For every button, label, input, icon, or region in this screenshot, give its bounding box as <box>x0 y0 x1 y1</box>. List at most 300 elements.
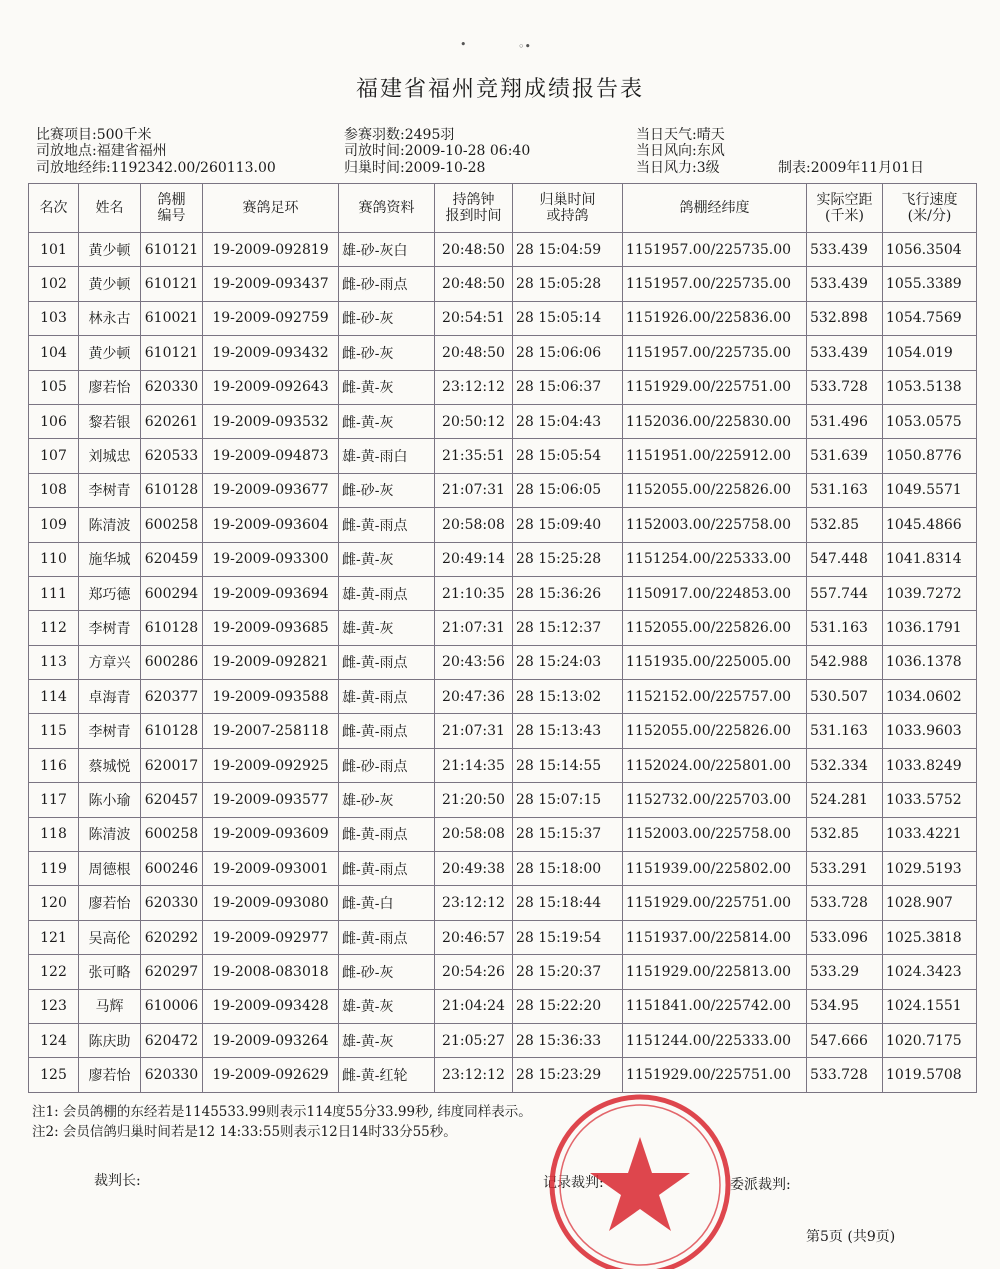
speed-cell: 1049.5571 <box>883 473 977 507</box>
rank-cell: 123 <box>29 989 79 1023</box>
wind-force-label: 当日风力: <box>636 160 697 176</box>
distance-cell: 533.291 <box>807 852 883 886</box>
bird-info-cell: 雌-黄-雨点 <box>339 852 435 886</box>
assigned-judge-label: 委派裁判: <box>730 1177 791 1193</box>
wind-dir-label: 当日风向: <box>636 143 697 159</box>
ring-cell: 19-2009-093080 <box>203 886 339 920</box>
name-cell: 廖若怡 <box>79 1058 141 1092</box>
name-cell: 马辉 <box>79 989 141 1023</box>
loft-id-cell: 620330 <box>141 370 203 404</box>
rank-cell: 103 <box>29 301 79 335</box>
distance-cell: 533.728 <box>807 886 883 920</box>
loft-id-cell: 610128 <box>141 714 203 748</box>
loft-coord-cell: 1151935.00/225005.00 <box>623 645 807 679</box>
bird-info-cell: 雌-砂-灰 <box>339 473 435 507</box>
loft-id-cell: 620533 <box>141 439 203 473</box>
loft-id-cell: 600286 <box>141 645 203 679</box>
column-header: 姓名 <box>79 184 141 233</box>
loft-id-cell: 620330 <box>141 1058 203 1092</box>
rank-cell: 112 <box>29 611 79 645</box>
ring-cell: 19-2008-083018 <box>203 955 339 989</box>
name-cell: 陈庆助 <box>79 1023 141 1057</box>
name-cell: 廖若怡 <box>79 370 141 404</box>
table-row <box>29 473 977 507</box>
clock-time-cell: 21:14:35 <box>435 748 513 782</box>
table-row <box>29 714 977 748</box>
rank-cell: 115 <box>29 714 79 748</box>
name-cell: 陈小瑜 <box>79 783 141 817</box>
clock-time-cell: 21:07:31 <box>435 611 513 645</box>
speed-cell: 1039.7272 <box>883 576 977 610</box>
bird-info-cell: 雄-砂-灰 <box>339 783 435 817</box>
distance-cell: 533.728 <box>807 1058 883 1092</box>
table-row <box>29 1023 977 1057</box>
loft-coord-cell: 1151929.00/225751.00 <box>623 886 807 920</box>
bird-info-cell: 雌-砂-雨点 <box>339 267 435 301</box>
bird-info-cell: 雄-黄-雨点 <box>339 680 435 714</box>
entries-label: 参赛羽数: <box>344 127 405 143</box>
distance-cell: 531.163 <box>807 473 883 507</box>
arrival-time-cell: 28 15:18:00 <box>513 852 623 886</box>
rank-cell: 124 <box>29 1023 79 1057</box>
bird-info-cell: 雄-砂-灰白 <box>339 233 435 267</box>
clock-time-cell: 20:54:26 <box>435 955 513 989</box>
loft-id-cell: 610128 <box>141 473 203 507</box>
name-cell: 林永古 <box>79 301 141 335</box>
clock-time-cell: 21:04:24 <box>435 989 513 1023</box>
table-row <box>29 920 977 954</box>
distance-cell: 530.507 <box>807 680 883 714</box>
distance-cell: 533.439 <box>807 233 883 267</box>
name-cell: 廖若怡 <box>79 886 141 920</box>
bird-info-cell: 雄-黄-雨白 <box>339 439 435 473</box>
ring-cell: 19-2009-092643 <box>203 370 339 404</box>
clock-time-cell: 23:12:12 <box>435 886 513 920</box>
column-header: 归巢时间 或持鸽 <box>513 184 623 233</box>
loft-id-cell: 620459 <box>141 542 203 576</box>
ring-cell: 19-2009-093437 <box>203 267 339 301</box>
table-row <box>29 336 977 370</box>
loft-coord-cell: 1151244.00/225333.00 <box>623 1023 807 1057</box>
loft-coord-cell: 1151951.00/225912.00 <box>623 439 807 473</box>
clock-time-cell: 21:10:35 <box>435 576 513 610</box>
clock-time-cell: 20:58:08 <box>435 508 513 542</box>
ring-cell: 19-2009-093428 <box>203 989 339 1023</box>
ring-cell: 19-2009-093300 <box>203 542 339 576</box>
made-value: 2009年11月01日 <box>810 160 924 176</box>
loft-id-cell: 620472 <box>141 1023 203 1057</box>
made-date-line <box>778 157 924 177</box>
loft-coord-cell: 1151841.00/225742.00 <box>623 989 807 1023</box>
rank-cell: 110 <box>29 542 79 576</box>
speed-cell: 1033.5752 <box>883 783 977 817</box>
loft-coord-cell: 1151939.00/225802.00 <box>623 852 807 886</box>
distance-cell: 533.29 <box>807 955 883 989</box>
scan-mark: ◦• <box>518 40 531 53</box>
ring-cell: 19-2009-092759 <box>203 301 339 335</box>
speed-cell: 1033.4221 <box>883 817 977 851</box>
return-time-line <box>344 157 485 177</box>
made-label: 制表: <box>778 160 811 176</box>
note-2: 注2: 会员信鸽归巢时间若是12 14:33:55则表示12日14时33分55秒。 <box>32 1124 457 1140</box>
arrival-time-cell: 28 15:14:55 <box>513 748 623 782</box>
speed-cell: 1055.3389 <box>883 267 977 301</box>
rank-cell: 117 <box>29 783 79 817</box>
wind-dir-value: 东风 <box>696 143 725 159</box>
page-title: 福建省福州竞翔成绩报告表 <box>355 77 644 102</box>
loft-coord-cell: 1152732.00/225703.00 <box>623 783 807 817</box>
rank-cell: 107 <box>29 439 79 473</box>
bird-info-cell: 雌-黄-白 <box>339 886 435 920</box>
arrival-time-cell: 28 15:22:20 <box>513 989 623 1023</box>
loft-id-cell: 600246 <box>141 852 203 886</box>
speed-cell: 1024.1551 <box>883 989 977 1023</box>
distance-cell: 532.334 <box>807 748 883 782</box>
speed-cell: 1053.0575 <box>883 404 977 438</box>
arrival-time-cell: 28 15:36:33 <box>513 1023 623 1057</box>
speed-cell: 1033.8249 <box>883 748 977 782</box>
loft-id-cell: 610006 <box>141 989 203 1023</box>
ring-cell: 19-2009-093604 <box>203 508 339 542</box>
bird-info-cell: 雌-黄-灰 <box>339 370 435 404</box>
arrival-time-cell: 28 15:05:14 <box>513 301 623 335</box>
loft-coord-cell: 1152024.00/225801.00 <box>623 748 807 782</box>
loft-coord-cell: 1151929.00/225813.00 <box>623 955 807 989</box>
weather-value: 晴天 <box>696 127 725 143</box>
bird-info-cell: 雄-黄-灰 <box>339 989 435 1023</box>
release-time-value: 2009-10-28 06:40 <box>404 143 531 159</box>
name-cell: 周德根 <box>79 852 141 886</box>
ring-cell: 19-2009-092819 <box>203 233 339 267</box>
column-header: 鸽棚经纬度 <box>623 184 807 233</box>
column-header: 鸽棚 编号 <box>141 184 203 233</box>
loft-coord-cell: 1152003.00/225758.00 <box>623 508 807 542</box>
clock-time-cell: 20:49:14 <box>435 542 513 576</box>
loft-coord-cell: 1151937.00/225814.00 <box>623 920 807 954</box>
arrival-time-cell: 28 15:25:28 <box>513 542 623 576</box>
loft-id-cell: 610121 <box>141 336 203 370</box>
arrival-time-cell: 28 15:07:15 <box>513 783 623 817</box>
name-cell: 蔡城悦 <box>79 748 141 782</box>
table-row <box>29 508 977 542</box>
bird-info-cell: 雌-黄-灰 <box>339 404 435 438</box>
clock-time-cell: 20:50:12 <box>435 404 513 438</box>
distance-cell: 542.988 <box>807 645 883 679</box>
distance-cell: 534.95 <box>807 989 883 1023</box>
arrival-time-cell: 28 15:04:43 <box>513 404 623 438</box>
ring-cell: 19-2009-093001 <box>203 852 339 886</box>
ring-cell: 19-2009-092629 <box>203 1058 339 1092</box>
ring-cell: 19-2009-092925 <box>203 748 339 782</box>
name-cell: 黄少顿 <box>79 336 141 370</box>
table-row <box>29 817 977 851</box>
arrival-time-cell: 28 15:23:29 <box>513 1058 623 1092</box>
speed-cell: 1050.8776 <box>883 439 977 473</box>
release-coord-label: 司放地经纬: <box>36 160 111 176</box>
clock-time-cell: 20:48:50 <box>435 336 513 370</box>
speed-cell: 1029.5193 <box>883 852 977 886</box>
bird-info-cell: 雄-黄-雨点 <box>339 576 435 610</box>
distance-cell: 532.85 <box>807 508 883 542</box>
loft-coord-cell: 1152055.00/225826.00 <box>623 473 807 507</box>
loft-id-cell: 620261 <box>141 404 203 438</box>
distance-cell: 533.439 <box>807 267 883 301</box>
column-header: 赛鸽足环 <box>203 184 339 233</box>
name-cell: 黄少顿 <box>79 267 141 301</box>
clock-time-cell: 20:54:51 <box>435 301 513 335</box>
distance-cell: 524.281 <box>807 783 883 817</box>
loft-coord-cell: 1151957.00/225735.00 <box>623 336 807 370</box>
clock-time-cell: 20:46:57 <box>435 920 513 954</box>
ring-cell: 19-2009-093432 <box>203 336 339 370</box>
table-row <box>29 783 977 817</box>
clock-time-cell: 21:07:31 <box>435 714 513 748</box>
name-cell: 郑巧德 <box>79 576 141 610</box>
ring-cell: 19-2009-093532 <box>203 404 339 438</box>
speed-cell: 1033.9603 <box>883 714 977 748</box>
release-time-label: 司放时间: <box>344 143 405 159</box>
distance-cell: 532.898 <box>807 301 883 335</box>
arrival-time-cell: 28 15:09:40 <box>513 508 623 542</box>
distance-cell: 531.496 <box>807 404 883 438</box>
table-row <box>29 301 977 335</box>
clock-time-cell: 20:47:36 <box>435 680 513 714</box>
rank-cell: 104 <box>29 336 79 370</box>
table-row <box>29 404 977 438</box>
arrival-time-cell: 28 15:20:37 <box>513 955 623 989</box>
arrival-time-cell: 28 15:36:26 <box>513 576 623 610</box>
rank-cell: 114 <box>29 680 79 714</box>
ring-cell: 19-2009-093588 <box>203 680 339 714</box>
loft-id-cell: 600258 <box>141 817 203 851</box>
rank-cell: 102 <box>29 267 79 301</box>
ring-cell: 19-2007-258118 <box>203 714 339 748</box>
clock-time-cell: 20:43:56 <box>435 645 513 679</box>
speed-cell: 1054.019 <box>883 336 977 370</box>
loft-coord-cell: 1151926.00/225836.00 <box>623 301 807 335</box>
column-header: 赛鸽资料 <box>339 184 435 233</box>
distance-cell: 533.728 <box>807 370 883 404</box>
arrival-time-cell: 28 15:06:37 <box>513 370 623 404</box>
rank-cell: 125 <box>29 1058 79 1092</box>
red-seal-stamp <box>540 1085 740 1269</box>
table-row <box>29 542 977 576</box>
table-row <box>29 611 977 645</box>
table-row <box>29 267 977 301</box>
arrival-time-cell: 28 15:15:37 <box>513 817 623 851</box>
loft-coord-cell: 1151957.00/225735.00 <box>623 233 807 267</box>
ring-cell: 19-2009-093577 <box>203 783 339 817</box>
bird-info-cell: 雌-砂-灰 <box>339 955 435 989</box>
loft-coord-cell: 1151929.00/225751.00 <box>623 1058 807 1092</box>
speed-cell: 1034.0602 <box>883 680 977 714</box>
ring-cell: 19-2009-092977 <box>203 920 339 954</box>
rank-cell: 118 <box>29 817 79 851</box>
arrival-time-cell: 28 15:13:43 <box>513 714 623 748</box>
bird-info-cell: 雌-黄-雨点 <box>339 920 435 954</box>
bird-info-cell: 雌-黄-灰 <box>339 542 435 576</box>
loft-id-cell: 610121 <box>141 267 203 301</box>
rank-cell: 105 <box>29 370 79 404</box>
column-header: 持鸽钟 报到时间 <box>435 184 513 233</box>
bird-info-cell: 雌-黄-雨点 <box>339 714 435 748</box>
return-time-value: 2009-10-28 <box>404 160 486 176</box>
loft-id-cell: 620330 <box>141 886 203 920</box>
loft-coord-cell: 1150917.00/224853.00 <box>623 576 807 610</box>
return-time-label: 归巢时间: <box>344 160 405 176</box>
speed-cell: 1053.5138 <box>883 370 977 404</box>
table-row <box>29 886 977 920</box>
speed-cell: 1041.8314 <box>883 542 977 576</box>
loft-id-cell: 610128 <box>141 611 203 645</box>
distance-cell: 533.439 <box>807 336 883 370</box>
loft-id-cell: 620017 <box>141 748 203 782</box>
loft-coord-cell: 1152003.00/225758.00 <box>623 817 807 851</box>
speed-cell: 1025.3818 <box>883 920 977 954</box>
speed-cell: 1045.4866 <box>883 508 977 542</box>
loft-id-cell: 620377 <box>141 680 203 714</box>
loft-id-cell: 600258 <box>141 508 203 542</box>
event-value: 500千米 <box>96 127 152 143</box>
release-coord-value: 1192342.00/260113.00 <box>110 160 276 176</box>
loft-id-cell: 620292 <box>141 920 203 954</box>
results-table <box>28 183 977 1093</box>
rank-cell: 109 <box>29 508 79 542</box>
table-row <box>29 748 977 782</box>
table-row <box>29 680 977 714</box>
rank-cell: 108 <box>29 473 79 507</box>
ring-cell: 19-2009-093685 <box>203 611 339 645</box>
loft-coord-cell: 1151254.00/225333.00 <box>623 542 807 576</box>
loft-coord-cell: 1152055.00/225826.00 <box>623 714 807 748</box>
recording-judge-label: 记录裁判: <box>543 1175 604 1191</box>
speed-cell: 1020.7175 <box>883 1023 977 1057</box>
clock-time-cell: 23:12:12 <box>435 370 513 404</box>
column-header: 名次 <box>29 184 79 233</box>
name-cell: 陈清波 <box>79 817 141 851</box>
loft-coord-cell: 1151929.00/225751.00 <box>623 370 807 404</box>
rank-cell: 106 <box>29 404 79 438</box>
entries-value: 2495羽 <box>404 127 455 143</box>
name-cell: 李树青 <box>79 611 141 645</box>
distance-cell: 533.096 <box>807 920 883 954</box>
clock-time-cell: 21:35:51 <box>435 439 513 473</box>
clock-time-cell: 20:48:50 <box>435 267 513 301</box>
speed-cell: 1054.7569 <box>883 301 977 335</box>
loft-id-cell: 600294 <box>141 576 203 610</box>
clock-time-cell: 20:58:08 <box>435 817 513 851</box>
arrival-time-cell: 28 15:13:02 <box>513 680 623 714</box>
ring-cell: 19-2009-092821 <box>203 645 339 679</box>
bird-info-cell: 雄-黄-灰 <box>339 611 435 645</box>
bird-info-cell: 雌-黄-雨点 <box>339 645 435 679</box>
bird-info-cell: 雌-砂-灰 <box>339 336 435 370</box>
distance-cell: 547.448 <box>807 542 883 576</box>
clock-time-cell: 21:05:27 <box>435 1023 513 1057</box>
table-row <box>29 233 977 267</box>
rank-cell: 122 <box>29 955 79 989</box>
release-place-value: 福建省福州 <box>96 143 167 159</box>
arrival-time-cell: 28 15:19:54 <box>513 920 623 954</box>
wind-force-value: 3级 <box>696 160 720 176</box>
loft-coord-cell: 1151957.00/225735.00 <box>623 267 807 301</box>
arrival-time-cell: 28 15:12:37 <box>513 611 623 645</box>
name-cell: 黎若银 <box>79 404 141 438</box>
loft-id-cell: 620297 <box>141 955 203 989</box>
speed-cell: 1019.5708 <box>883 1058 977 1092</box>
table-row <box>29 576 977 610</box>
distance-cell: 531.163 <box>807 611 883 645</box>
ring-cell: 19-2009-094873 <box>203 439 339 473</box>
name-cell: 施华城 <box>79 542 141 576</box>
arrival-time-cell: 28 15:05:54 <box>513 439 623 473</box>
bird-info-cell: 雌-砂-雨点 <box>339 748 435 782</box>
name-cell: 刘城忠 <box>79 439 141 473</box>
name-cell: 方章兴 <box>79 645 141 679</box>
distance-cell: 547.666 <box>807 1023 883 1057</box>
arrival-time-cell: 28 15:18:44 <box>513 886 623 920</box>
release-coord-line <box>36 157 276 177</box>
table-row <box>29 955 977 989</box>
loft-coord-cell: 1152055.00/225826.00 <box>623 611 807 645</box>
wind-force-line <box>636 157 720 177</box>
rank-cell: 116 <box>29 748 79 782</box>
arrival-time-cell: 28 15:06:05 <box>513 473 623 507</box>
loft-id-cell: 610121 <box>141 233 203 267</box>
arrival-time-cell: 28 15:04:59 <box>513 233 623 267</box>
table-row <box>29 852 977 886</box>
name-cell: 李树青 <box>79 714 141 748</box>
column-header: 实际空距 (千米) <box>807 184 883 233</box>
name-cell: 吴高伦 <box>79 920 141 954</box>
loft-coord-cell: 1152152.00/225757.00 <box>623 680 807 714</box>
column-header: 飞行速度 (米/分) <box>883 184 977 233</box>
rank-cell: 120 <box>29 886 79 920</box>
distance-cell: 531.639 <box>807 439 883 473</box>
rank-cell: 111 <box>29 576 79 610</box>
speed-cell: 1036.1378 <box>883 645 977 679</box>
name-cell: 李树青 <box>79 473 141 507</box>
ring-cell: 19-2009-093694 <box>203 576 339 610</box>
bird-info-cell: 雌-砂-灰 <box>339 301 435 335</box>
table-row <box>29 370 977 404</box>
page-number: 第5页 (共9页) <box>806 1229 896 1245</box>
distance-cell: 557.744 <box>807 576 883 610</box>
note-1: 注1: 会员鸽棚的东经若是1145533.99则表示114度55分33.99秒, 纬度同样表示。 <box>32 1104 532 1120</box>
arrival-time-cell: 28 15:05:28 <box>513 267 623 301</box>
clock-time-cell: 21:20:50 <box>435 783 513 817</box>
speed-cell: 1036.1791 <box>883 611 977 645</box>
name-cell: 卓海青 <box>79 680 141 714</box>
weather-label: 当日天气: <box>636 127 697 143</box>
name-cell: 黄少顿 <box>79 233 141 267</box>
ring-cell: 19-2009-093264 <box>203 1023 339 1057</box>
rank-cell: 119 <box>29 852 79 886</box>
loft-id-cell: 610021 <box>141 301 203 335</box>
speed-cell: 1056.3504 <box>883 233 977 267</box>
rank-cell: 113 <box>29 645 79 679</box>
arrival-time-cell: 28 15:06:06 <box>513 336 623 370</box>
rank-cell: 101 <box>29 233 79 267</box>
chief-judge-label: 裁判长: <box>94 1173 141 1189</box>
bird-info-cell: 雌-黄-雨点 <box>339 508 435 542</box>
speed-cell: 1024.3423 <box>883 955 977 989</box>
bird-info-cell: 雌-黄-雨点 <box>339 817 435 851</box>
event-label: 比赛项目: <box>36 127 97 143</box>
scan-mark: • <box>460 38 467 51</box>
ring-cell: 19-2009-093609 <box>203 817 339 851</box>
bird-info-cell: 雌-黄-红轮 <box>339 1058 435 1092</box>
